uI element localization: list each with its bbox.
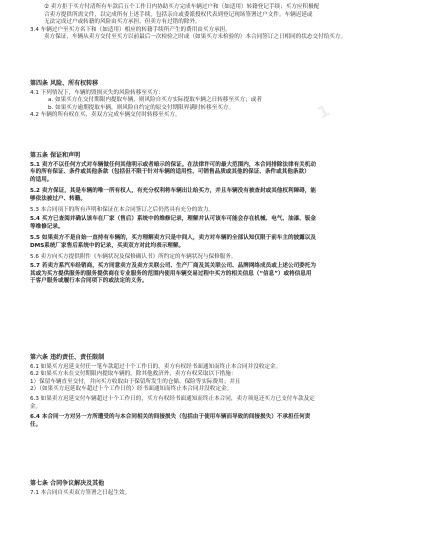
clause-5-7: [30, 263, 402, 286]
clause-line: 6.3 如果卖方迟延交付车辆超过十个工作日的，买方有权经书面通知而终止本合同，卖方须返还买方已支付车款及定: [30, 395, 315, 402]
clause-6-2: 6.2 如果买方未在交付期限内提取车辆的，除其他救济外，卖方有权采取以下措施：: [30, 371, 237, 378]
clause-line: 其或为买方提供服务的服务提供商在专业服务的范围内使用车辆交易过程中买方的相关信息（“信息”）或将信息用: [30, 270, 312, 277]
clause-line: 等维修记录。: [30, 223, 64, 230]
clause-4-1: 4.1 下列情况下，车辆的毁损灭失的风险转移至买方：: [30, 89, 164, 96]
clause-4-1-b: b. 如果买方逾期提取车辆，则风险自约定的原交付期限界满时转移至买方。: [48, 104, 235, 111]
clause-line: 5.7 若卖方系汽车经销商，买方同意卖方及卖方关联公司、生产厂商及其关联公司、品牌网络成员或上述公司委托为: [30, 263, 316, 270]
clause-4-1-a: a. 如果买方在交付期限内提取车辆，则风险自买方实际提取车辆之日转移至买方；或者: [48, 97, 262, 104]
section-5: [30, 152, 402, 286]
paragraph: 卖方保证，车辆从卖方交付至买方以前最后一次检验之时或（如果买方未检验的）本合同签订之日相同的状态交付给买方。: [44, 34, 347, 41]
clause-7-1: 7.1 本合同自买卖双方签署之日起生效。: [30, 489, 131, 496]
clause-line: 5.1 卖方不以任何方式对车辆做任何其他明示或者暗示的保证。在法律许可的最大范围内，本合同排除法律有关机动: [30, 161, 316, 168]
clause-5-3: 5.3 本合同项下的所有声明和保证在本合同签订之后仍然具有充分的效力。: [30, 206, 215, 213]
clause-5-4: [30, 216, 402, 231]
clause-line: 6.4 本合同一方对另一方所遭受的与本合同相关的间接损失（包括由于使用车辆而导致的间接损失）不承担任何责: [30, 414, 311, 421]
clause-line: 5.2 卖方保证，其是车辆的唯一所有权人，有充分权利将车辆出让给买方，并且车辆没有被查封或其他权利障碍，能: [30, 188, 316, 195]
clause-line: DMS系统厂家售后系统中的记录，买卖双方对此均表示理解。: [30, 242, 185, 249]
section-3-continuation: [30, 4, 402, 42]
clause-line: 的适用。: [30, 176, 53, 183]
clause-line: 任。: [30, 421, 42, 428]
watermark: 1: [314, 100, 333, 123]
section-7: [30, 480, 402, 497]
clause-line: 够依法被过户、转籍。: [30, 195, 86, 202]
clause-5-1: [30, 162, 402, 185]
clause-5-2: [30, 188, 402, 203]
section-4-heading: 第四条 风险、所有权转移: [30, 80, 99, 87]
clause-line: 5.5 如果卖方不是自始一直持有车辆的，买方理解卖方只是中间人，卖方对车辆的全部认知仅限于前车主的披露以及: [30, 235, 316, 242]
clause-6-3: [30, 396, 402, 411]
clause-3-4: 3.4 车辆过户至买方名下和（如适用）相应的转籍手续所产生的费用由买方承担。: [30, 26, 231, 33]
section-6: [30, 354, 402, 429]
clause-line: 车的所有保证、条件或其他条款（包括但不限于针对车辆的适用性、可销售品质或其他的保证、条件或其他条款）: [30, 169, 310, 176]
section-4: [30, 80, 402, 123]
section-6-heading: 第六条 违约责任、责任限制: [30, 354, 105, 361]
section-7-heading: 第七条 合同争议解决及其他: [30, 480, 105, 487]
paragraph: ② 卖方拒于买方付清所有车款后五个工作日内协助买方完成车辆过户和（如适用）转籍登记手续；买方应积极配: [44, 4, 320, 10]
clause-6-4: [30, 414, 402, 429]
clause-5-6: 5.6 卖方向买方提供附件《车辆状况及保修确认书》所约定的车辆状况与保修服务。: [30, 253, 237, 260]
clause-line: 金。: [30, 403, 42, 410]
section-5-heading: 第五条 保证和声明: [30, 152, 81, 159]
clause-5-5: [30, 235, 402, 250]
paragraph: 合卖方提供所需文件，以完成所有上述手续，包括亲自或委派授权代表到登记现场签署过户文件。车辆迟延或: [44, 11, 313, 18]
clause-4-2: 4.2 车辆的所有权在买、卖双方完成车辆交付时转移至买方。: [30, 112, 181, 119]
clause-line: 于客户服务或履行本合同项下的或法定的义务。: [30, 278, 148, 285]
clause-6-2-item-2: 2）（如果买方迟延取车超过十个工作日的）经书面通知而终止本合同并没收定金。: [30, 386, 233, 393]
clause-6-1: 6.1 如果买方迟延支付任一笔车款超过十个工作日的，卖方有权经书面通知而终止本合同并没收定金。: [30, 363, 282, 370]
clause-line: 5.4 买方已查阅并确认该车在厂家（售后）系统中的维修记录，理解并认可该车可能会存在机械、电气、油漆、钣金: [30, 216, 316, 223]
paragraph: 无法完成过户或转籍的风险由买方承担，但卖方有过错的除外。: [44, 19, 201, 26]
clause-6-2-item-1: 1）保留车辆直至交付，并向买方收取由于保留所发生的仓储、保险等实际费用；并且: [30, 378, 241, 385]
